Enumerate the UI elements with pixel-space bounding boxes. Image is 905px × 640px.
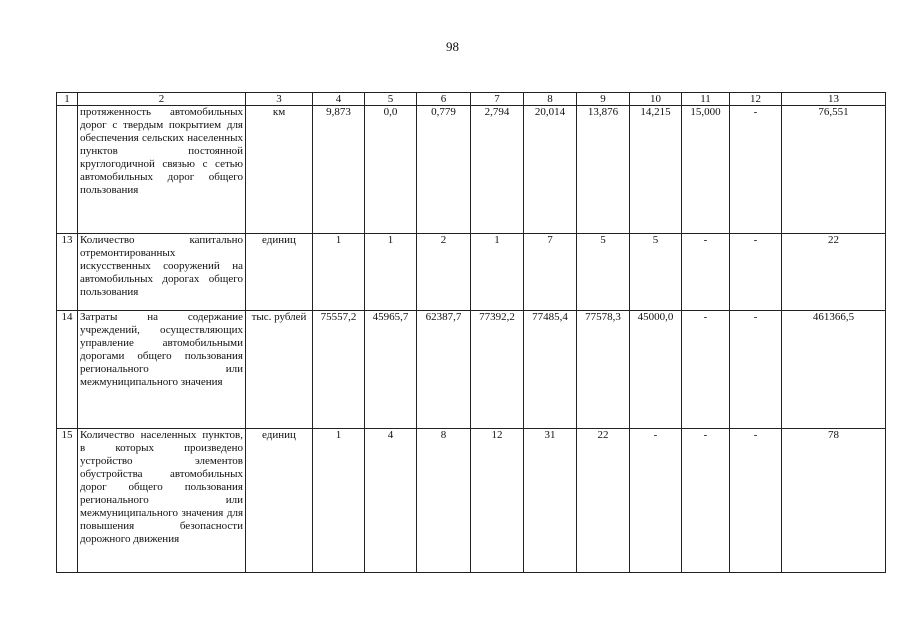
indicator-name: Количество капитально отремонтированных искусственных сооружений на автомобильных дорогах общего пользования — [78, 234, 246, 311]
value-cell: - — [730, 106, 782, 234]
value-cell: 22 — [782, 234, 886, 311]
header-cell: 13 — [782, 93, 886, 106]
header-cell: 12 — [730, 93, 782, 106]
unit-cell: единиц — [246, 429, 313, 573]
header-cell: 9 — [577, 93, 630, 106]
indicator-name: Затраты на содержание учреждений, осуществляющих управление автомобильными дорогами общего пользования регионального или межмуниципального значения — [78, 311, 246, 429]
value-cell: 461366,5 — [782, 311, 886, 429]
value-cell: 1 — [313, 234, 365, 311]
unit-cell: тыс. рублей — [246, 311, 313, 429]
value-cell: 76,551 — [782, 106, 886, 234]
row-number: 13 — [57, 234, 78, 311]
value-cell: 22 — [577, 429, 630, 573]
row-number: 14 — [57, 311, 78, 429]
header-cell: 8 — [524, 93, 577, 106]
value-cell: 78 — [782, 429, 886, 573]
value-cell: - — [730, 311, 782, 429]
header-cell: 2 — [78, 93, 246, 106]
value-cell: 2,794 — [471, 106, 524, 234]
value-cell: - — [730, 429, 782, 573]
value-cell: - — [730, 234, 782, 311]
value-cell: 77392,2 — [471, 311, 524, 429]
value-cell: 0,0 — [365, 106, 417, 234]
header-cell: 10 — [630, 93, 682, 106]
value-cell: 14,215 — [630, 106, 682, 234]
table-row — [57, 106, 886, 234]
value-cell: 75557,2 — [313, 311, 365, 429]
indicators-table — [56, 92, 886, 573]
header-cell: 1 — [57, 93, 78, 106]
value-cell: 1 — [313, 429, 365, 573]
value-cell: - — [682, 311, 730, 429]
page-number: 98 — [446, 39, 459, 54]
value-cell: 0,779 — [417, 106, 471, 234]
value-cell: 45965,7 — [365, 311, 417, 429]
value-cell: 1 — [471, 234, 524, 311]
value-cell: 13,876 — [577, 106, 630, 234]
value-cell: 9,873 — [313, 106, 365, 234]
header-cell: 3 — [246, 93, 313, 106]
value-cell: 77485,4 — [524, 311, 577, 429]
value-cell: - — [682, 429, 730, 573]
value-cell: 5 — [577, 234, 630, 311]
value-cell: 45000,0 — [630, 311, 682, 429]
value-cell: 62387,7 — [417, 311, 471, 429]
row-number — [57, 106, 78, 234]
unit-cell: км — [246, 106, 313, 234]
header-cell: 5 — [365, 93, 417, 106]
value-cell: 1 — [365, 234, 417, 311]
table-row — [57, 234, 886, 311]
header-cell: 6 — [417, 93, 471, 106]
value-cell: - — [630, 429, 682, 573]
value-cell: 12 — [471, 429, 524, 573]
value-cell: 20,014 — [524, 106, 577, 234]
value-cell: 7 — [524, 234, 577, 311]
value-cell: 4 — [365, 429, 417, 573]
value-cell: 77578,3 — [577, 311, 630, 429]
table-row — [57, 311, 886, 429]
unit-cell: единиц — [246, 234, 313, 311]
value-cell: 2 — [417, 234, 471, 311]
header-cell: 4 — [313, 93, 365, 106]
value-cell: 31 — [524, 429, 577, 573]
value-cell: 15,000 — [682, 106, 730, 234]
header-cell: 7 — [471, 93, 524, 106]
table-row — [57, 429, 886, 573]
header-cell: 11 — [682, 93, 730, 106]
value-cell: 8 — [417, 429, 471, 573]
header-row — [57, 93, 886, 106]
value-cell: 5 — [630, 234, 682, 311]
row-number: 15 — [57, 429, 78, 573]
indicator-name: протяженность автомобильных дорог с твердым покрытием для обеспечения сельских населенных пунктов постоянной круглогодичной связью с сетью автомобильных дорог общего пользования — [78, 106, 246, 234]
indicator-name: Количество населенных пунктов, в которых произведено устройство элементов обустройства автомобильных дорог общего пользования регионального или межмуниципального значения для повышения безопасности дорожного движения — [78, 429, 246, 573]
value-cell: - — [682, 234, 730, 311]
